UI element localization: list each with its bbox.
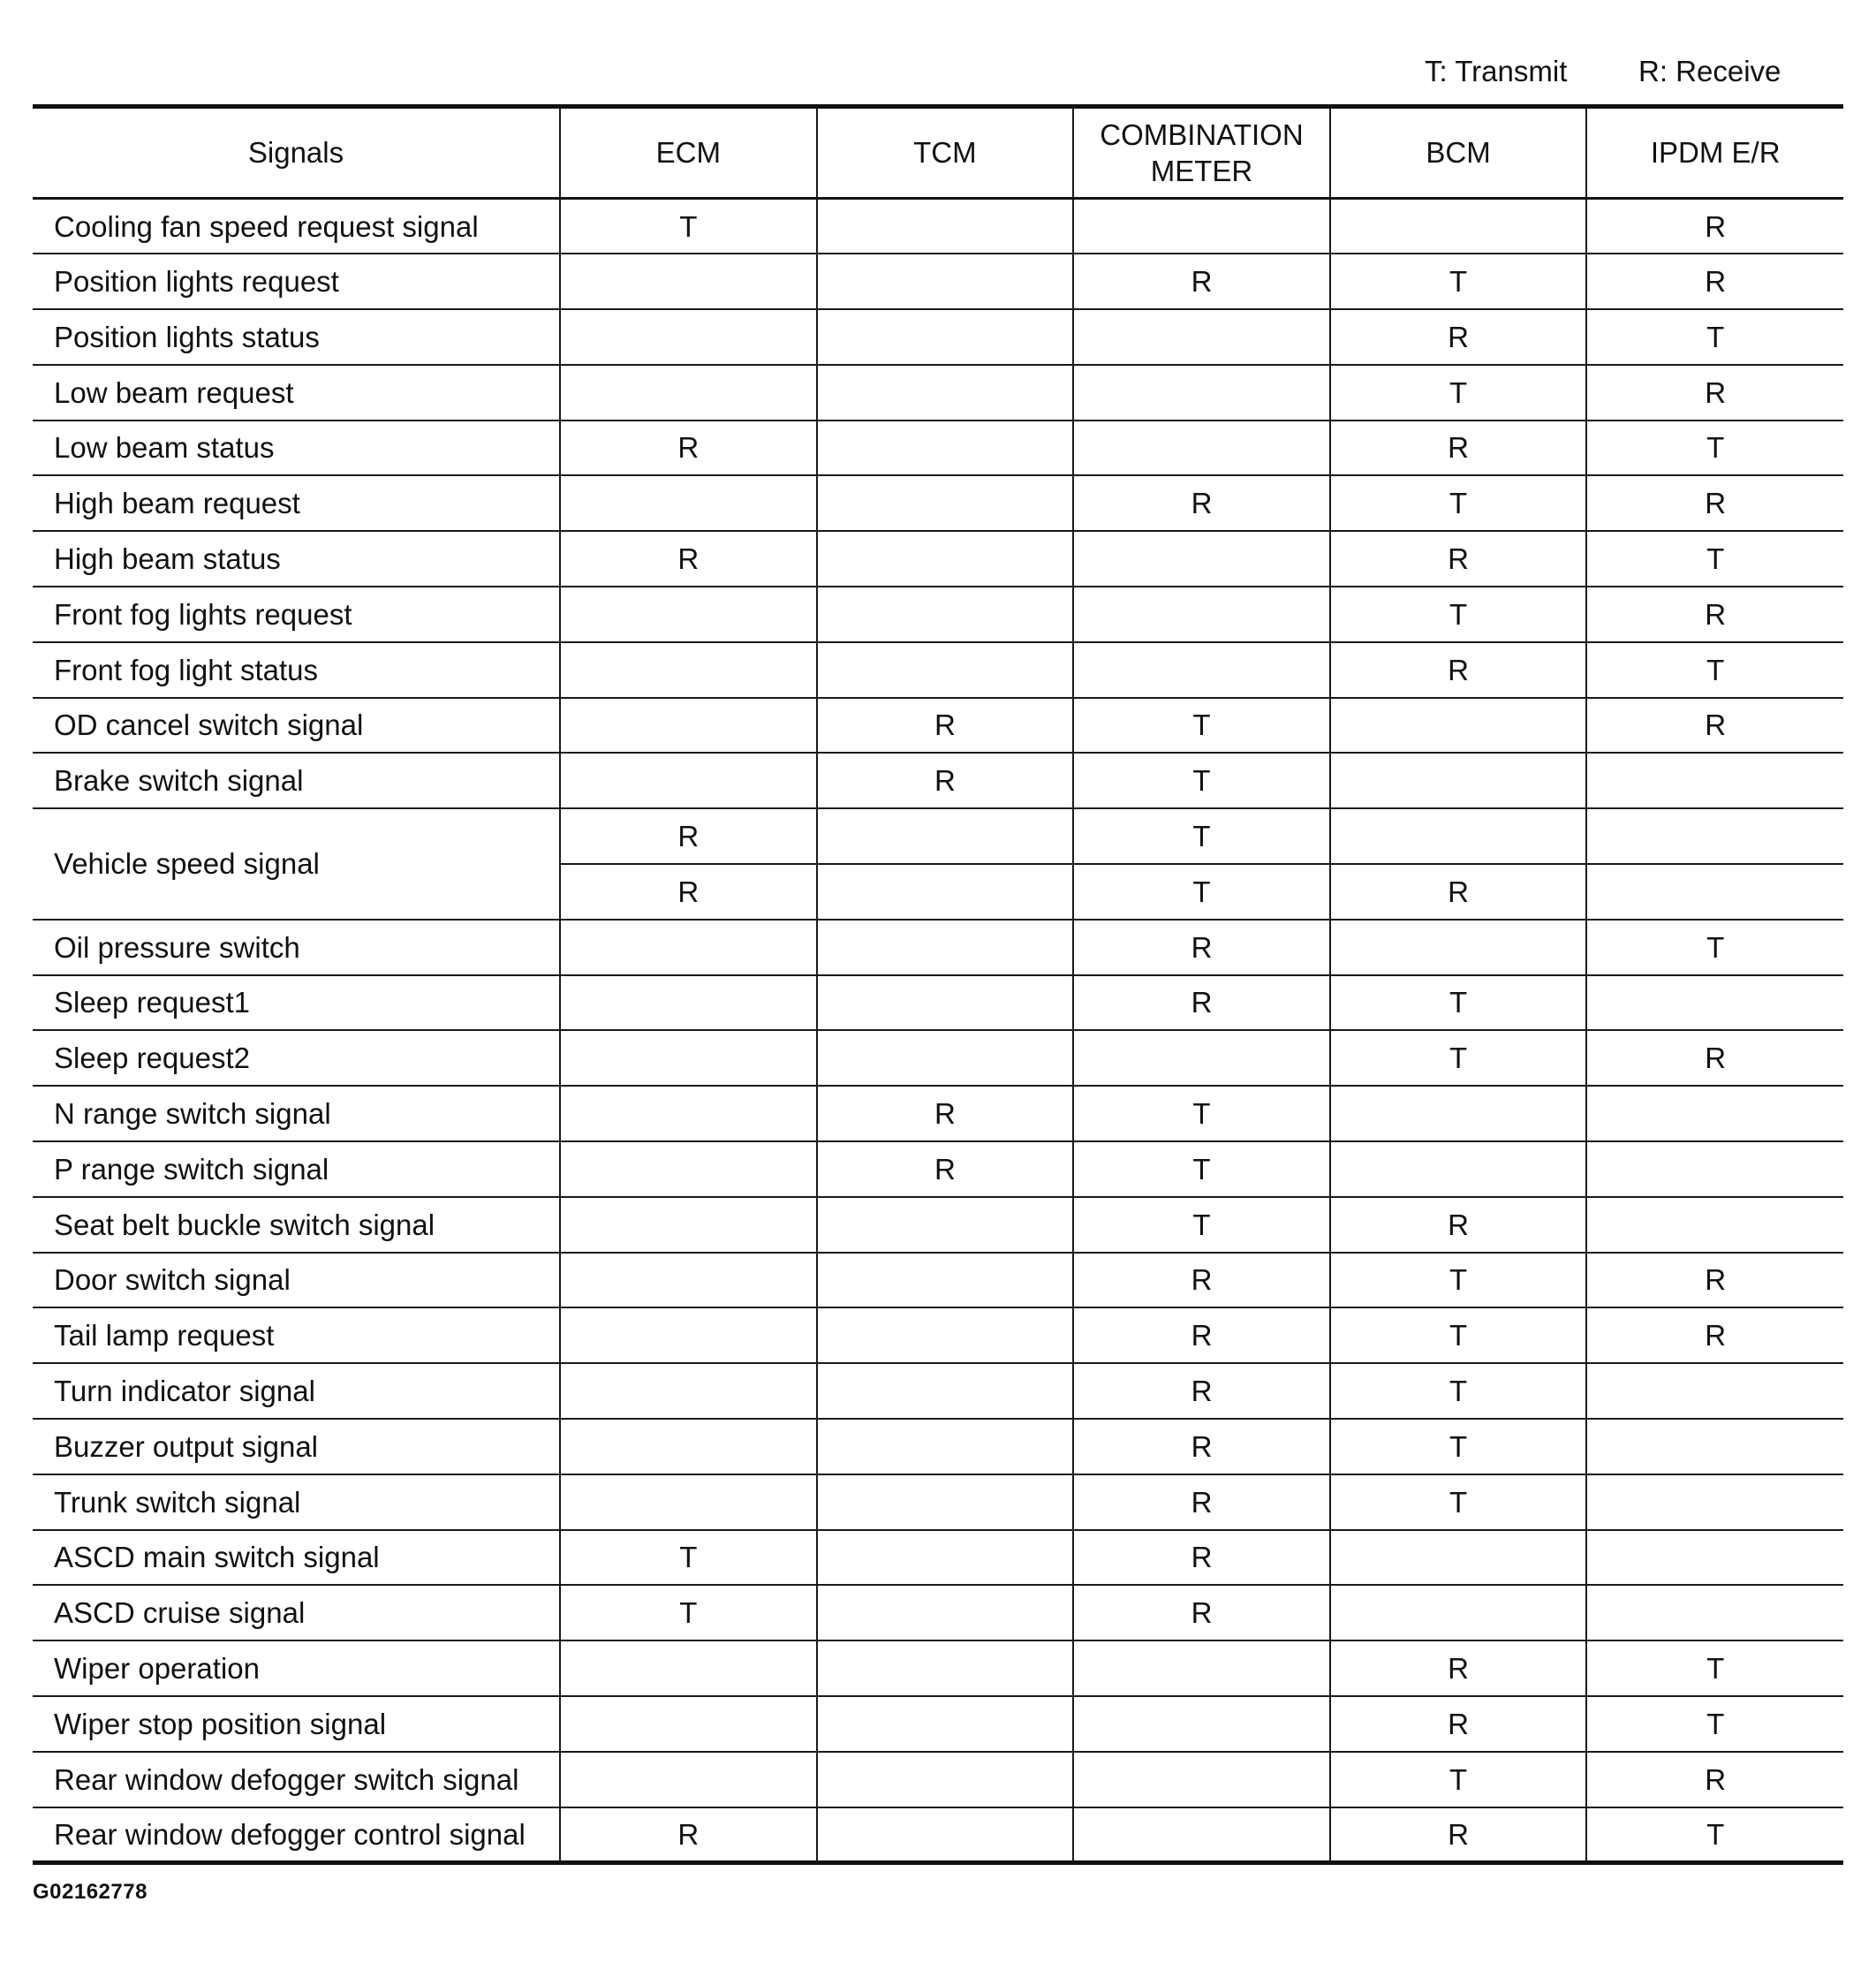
signal-name: Wiper stop position signal (33, 1696, 560, 1752)
table-body (33, 199, 1843, 1863)
combination-meter-cell (1073, 365, 1330, 421)
table-row (33, 642, 1843, 698)
tcm-cell (817, 1197, 1074, 1253)
signal-name: ASCD main switch signal (33, 1530, 560, 1586)
ecm-cell: T (560, 1530, 817, 1586)
tcm-cell (817, 808, 1074, 864)
bcm-cell: R (1330, 1696, 1587, 1752)
bcm-cell: R (1330, 309, 1587, 365)
ipdm-er-cell (1586, 1530, 1843, 1586)
ipdm-er-cell (1586, 1086, 1843, 1141)
ipdm-er-cell: R (1586, 1752, 1843, 1807)
tcm-cell (817, 1640, 1074, 1696)
ecm-cell: R (560, 1807, 817, 1863)
signal-name: Wiper operation (33, 1640, 560, 1696)
signal-name: Door switch signal (33, 1253, 560, 1308)
ecm-cell: R (560, 864, 817, 920)
combination-meter-cell: T (1073, 753, 1330, 808)
ecm-cell (560, 642, 817, 698)
tcm-cell (817, 975, 1074, 1031)
table-row (33, 365, 1843, 421)
bcm-cell: R (1330, 1807, 1587, 1863)
combination-meter-cell (1073, 1696, 1330, 1752)
ecm-cell (560, 1696, 817, 1752)
combination-meter-cell: T (1073, 698, 1330, 754)
tcm-cell (817, 531, 1074, 587)
table-row (33, 920, 1843, 975)
ecm-cell (560, 475, 817, 531)
signal-name: Low beam request (33, 365, 560, 421)
bcm-cell: T (1330, 1474, 1587, 1530)
table-row (33, 421, 1843, 476)
tcm-cell (817, 254, 1074, 309)
combination-meter-cell: R (1073, 920, 1330, 975)
table-row (33, 1419, 1843, 1474)
tcm-cell (817, 421, 1074, 476)
signal-name: Vehicle speed signal (33, 808, 560, 920)
signal-name: Trunk switch signal (33, 1474, 560, 1530)
signal-name: N range switch signal (33, 1086, 560, 1141)
table-row (33, 1696, 1843, 1752)
ecm-cell (560, 1086, 817, 1141)
signal-name: Sleep request1 (33, 975, 560, 1031)
bcm-cell: R (1330, 642, 1587, 698)
bcm-cell (1330, 698, 1587, 754)
tcm-cell: R (817, 1086, 1074, 1141)
signal-name: P range switch signal (33, 1141, 560, 1197)
table-row (33, 1752, 1843, 1807)
signal-name: Front fog lights request (33, 587, 560, 642)
table-row (33, 309, 1843, 365)
table-row (33, 1585, 1843, 1640)
table-row (33, 1474, 1843, 1530)
table-row (33, 199, 1843, 254)
ecm-cell (560, 1640, 817, 1696)
bcm-cell: T (1330, 1253, 1587, 1308)
ipdm-er-cell (1586, 1141, 1843, 1197)
ecm-cell (560, 1197, 817, 1253)
signal-name: Cooling fan speed request signal (33, 199, 560, 254)
ipdm-er-cell: T (1586, 920, 1843, 975)
bcm-cell (1330, 1141, 1587, 1197)
bcm-cell (1330, 808, 1587, 864)
legend-transmit: T: Transmit (1425, 55, 1568, 87)
signal-name: OD cancel switch signal (33, 698, 560, 754)
ipdm-er-cell: R (1586, 199, 1843, 254)
ipdm-er-cell: R (1586, 1307, 1843, 1363)
header-signals: Signals (33, 107, 560, 199)
bcm-cell: T (1330, 975, 1587, 1031)
ecm-cell: T (560, 1585, 817, 1640)
header-row (33, 107, 1843, 199)
tcm-cell (817, 475, 1074, 531)
legend-receive: R: Receive (1638, 55, 1781, 87)
ecm-cell (560, 753, 817, 808)
ipdm-er-cell: R (1586, 1030, 1843, 1086)
ipdm-er-cell: T (1586, 421, 1843, 476)
header-ipdm-er: IPDM E/R (1586, 107, 1843, 199)
combination-meter-cell: T (1073, 1141, 1330, 1197)
combination-meter-cell (1073, 587, 1330, 642)
table-row (33, 475, 1843, 531)
ipdm-er-cell: R (1586, 587, 1843, 642)
tcm-cell: R (817, 698, 1074, 754)
combination-meter-cell: R (1073, 1419, 1330, 1474)
bcm-cell: T (1330, 1752, 1587, 1807)
ecm-cell (560, 1474, 817, 1530)
signal-table (33, 104, 1843, 1865)
ecm-cell (560, 1253, 817, 1308)
bcm-cell: T (1330, 1419, 1587, 1474)
ecm-cell (560, 975, 817, 1031)
table-row (33, 1530, 1843, 1586)
table-row (33, 1807, 1843, 1863)
bcm-cell: T (1330, 1307, 1587, 1363)
header-ecm: ECM (560, 107, 817, 199)
table-row (33, 1030, 1843, 1086)
table-row (33, 1086, 1843, 1141)
ipdm-er-cell (1586, 864, 1843, 920)
tcm-cell: R (817, 753, 1074, 808)
ipdm-er-cell (1586, 1474, 1843, 1530)
ipdm-er-cell (1586, 1197, 1843, 1253)
tcm-cell (817, 1807, 1074, 1863)
ecm-cell: T (560, 199, 817, 254)
ecm-cell (560, 1752, 817, 1807)
combination-meter-cell: R (1073, 1363, 1330, 1419)
signal-name: Buzzer output signal (33, 1419, 560, 1474)
header-bcm: BCM (1330, 107, 1587, 199)
combination-meter-cell (1073, 1030, 1330, 1086)
signal-name: High beam request (33, 475, 560, 531)
combination-meter-cell (1073, 1752, 1330, 1807)
bcm-cell: R (1330, 1640, 1587, 1696)
tcm-cell (817, 1752, 1074, 1807)
ecm-cell (560, 1307, 817, 1363)
ipdm-er-cell: T (1586, 531, 1843, 587)
ecm-cell: R (560, 421, 817, 476)
table-row (33, 808, 1843, 864)
bcm-cell: R (1330, 531, 1587, 587)
signal-name: Oil pressure switch (33, 920, 560, 975)
combination-meter-cell (1073, 531, 1330, 587)
tcm-cell (817, 1696, 1074, 1752)
tcm-cell (817, 864, 1074, 920)
bcm-cell: R (1330, 1197, 1587, 1253)
ecm-cell: R (560, 531, 817, 587)
combination-meter-cell: R (1073, 1307, 1330, 1363)
combination-meter-cell (1073, 199, 1330, 254)
ecm-cell: R (560, 808, 817, 864)
combination-meter-cell: R (1073, 1474, 1330, 1530)
combination-meter-cell (1073, 1807, 1330, 1863)
ecm-cell (560, 309, 817, 365)
combination-meter-cell: R (1073, 1530, 1330, 1586)
bcm-cell (1330, 1086, 1587, 1141)
bcm-cell (1330, 920, 1587, 975)
signal-name: High beam status (33, 531, 560, 587)
tcm-cell (817, 1030, 1074, 1086)
bcm-cell: T (1330, 365, 1587, 421)
tcm-cell (817, 1363, 1074, 1419)
tcm-cell (817, 1474, 1074, 1530)
tcm-cell (817, 920, 1074, 975)
tcm-cell (817, 587, 1074, 642)
table-row (33, 698, 1843, 754)
bcm-cell (1330, 1530, 1587, 1586)
ipdm-er-cell: T (1586, 1640, 1843, 1696)
tcm-cell (817, 1253, 1074, 1308)
bcm-cell (1330, 199, 1587, 254)
bcm-cell (1330, 753, 1587, 808)
signal-name: ASCD cruise signal (33, 1585, 560, 1640)
bcm-cell: T (1330, 1030, 1587, 1086)
signal-name: Turn indicator signal (33, 1363, 560, 1419)
legend (0, 55, 1876, 97)
tcm-cell (817, 199, 1074, 254)
table-row (33, 1141, 1843, 1197)
signal-name: Position lights status (33, 309, 560, 365)
combination-meter-cell (1073, 1640, 1330, 1696)
combination-meter-cell: T (1073, 864, 1330, 920)
combination-meter-cell (1073, 642, 1330, 698)
ecm-cell (560, 1363, 817, 1419)
ipdm-er-cell: R (1586, 365, 1843, 421)
tcm-cell (817, 642, 1074, 698)
ecm-cell (560, 1419, 817, 1474)
ipdm-er-cell: T (1586, 642, 1843, 698)
table-row (33, 753, 1843, 808)
ipdm-er-cell: T (1586, 309, 1843, 365)
tcm-cell (817, 1585, 1074, 1640)
bcm-cell: T (1330, 254, 1587, 309)
tcm-cell (817, 365, 1074, 421)
ipdm-er-cell (1586, 1419, 1843, 1474)
ipdm-er-cell: R (1586, 475, 1843, 531)
bcm-cell: R (1330, 864, 1587, 920)
table-row (33, 1253, 1843, 1308)
signal-name: Position lights request (33, 254, 560, 309)
bcm-cell: T (1330, 1363, 1587, 1419)
signal-name: Rear window defogger switch signal (33, 1752, 560, 1807)
combination-meter-cell (1073, 309, 1330, 365)
table-row (33, 1197, 1843, 1253)
combination-meter-cell: R (1073, 475, 1330, 531)
signal-name: Seat belt buckle switch signal (33, 1197, 560, 1253)
header-combination-meter: COMBINATION METER (1073, 107, 1330, 199)
bcm-cell: T (1330, 475, 1587, 531)
combination-meter-cell: R (1073, 975, 1330, 1031)
ipdm-er-cell: T (1586, 1807, 1843, 1863)
ipdm-er-cell (1586, 808, 1843, 864)
signal-name: Brake switch signal (33, 753, 560, 808)
signal-name: Rear window defogger control signal (33, 1807, 560, 1863)
signal-name: Low beam status (33, 421, 560, 476)
combination-meter-cell: T (1073, 1197, 1330, 1253)
ipdm-er-cell (1586, 753, 1843, 808)
header-tcm: TCM (817, 107, 1074, 199)
table-row (33, 975, 1843, 1031)
ipdm-er-cell (1586, 975, 1843, 1031)
combination-meter-cell (1073, 421, 1330, 476)
tcm-cell (817, 309, 1074, 365)
ipdm-er-cell: R (1586, 698, 1843, 754)
signal-name: Front fog light status (33, 642, 560, 698)
ecm-cell (560, 365, 817, 421)
table-row (33, 1307, 1843, 1363)
ipdm-er-cell: T (1586, 1696, 1843, 1752)
tcm-cell (817, 1530, 1074, 1586)
tcm-cell (817, 1419, 1074, 1474)
bcm-cell: R (1330, 421, 1587, 476)
combination-meter-cell: R (1073, 254, 1330, 309)
ipdm-er-cell (1586, 1363, 1843, 1419)
table-row (33, 1640, 1843, 1696)
signal-name: Tail lamp request (33, 1307, 560, 1363)
tcm-cell: R (817, 1141, 1074, 1197)
figure-id: G02162778 (33, 1880, 148, 1904)
ipdm-er-cell: R (1586, 254, 1843, 309)
ecm-cell (560, 254, 817, 309)
ecm-cell (560, 1030, 817, 1086)
tcm-cell (817, 1307, 1074, 1363)
bcm-cell: T (1330, 587, 1587, 642)
table-row (33, 531, 1843, 587)
combination-meter-cell: T (1073, 1086, 1330, 1141)
table-row (33, 587, 1843, 642)
ipdm-er-cell: R (1586, 1253, 1843, 1308)
table-row (33, 1363, 1843, 1419)
table-row (33, 254, 1843, 309)
combination-meter-cell: R (1073, 1253, 1330, 1308)
ipdm-er-cell (1586, 1585, 1843, 1640)
ecm-cell (560, 587, 817, 642)
ecm-cell (560, 1141, 817, 1197)
combination-meter-cell: T (1073, 808, 1330, 864)
ecm-cell (560, 920, 817, 975)
bcm-cell (1330, 1585, 1587, 1640)
ecm-cell (560, 698, 817, 754)
signal-name: Sleep request2 (33, 1030, 560, 1086)
combination-meter-cell: R (1073, 1585, 1330, 1640)
